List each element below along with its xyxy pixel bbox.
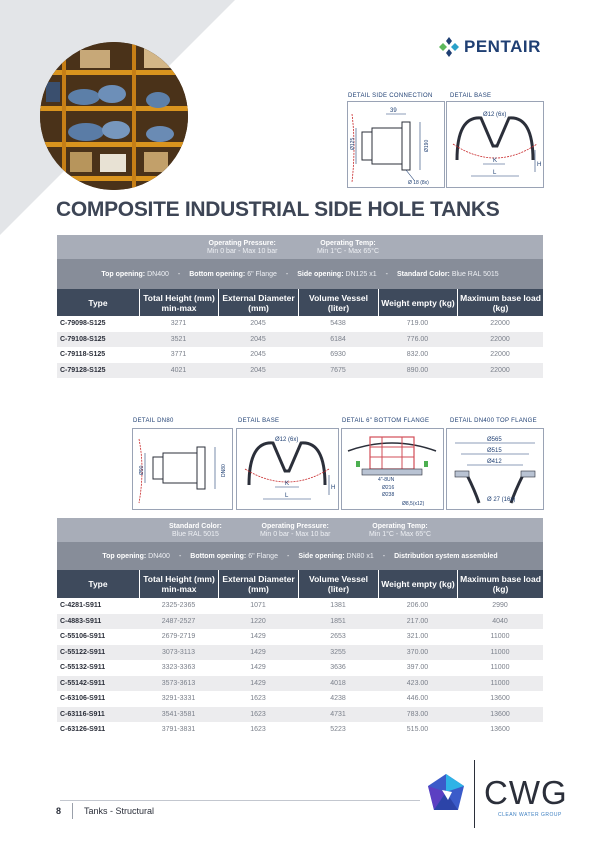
- value-cell: 22000: [490, 335, 510, 343]
- footer-separator: [72, 803, 73, 819]
- type-cell: C-63126-S911: [60, 726, 106, 734]
- detail-label: DETAIL 6" BOTTOM FLANGE: [342, 418, 430, 424]
- value-cell: 832.00: [406, 351, 429, 359]
- value-cell: 2045: [250, 335, 266, 343]
- table2-body: [57, 598, 543, 738]
- table-row: [57, 629, 543, 645]
- value-cell: 5223: [330, 726, 346, 734]
- col-header: Volume Vessel (liter): [298, 289, 378, 316]
- dim-dn80: DN80: [221, 464, 227, 477]
- page-title: COMPOSITE INDUSTRIAL SIDE HOLE TANKS: [56, 198, 500, 221]
- dim-d18: Ø 18 (8x): [408, 180, 429, 186]
- value-cell: 3073-3113: [162, 648, 195, 656]
- value-cell: 1429: [250, 648, 266, 656]
- type-cell: C-79118-S125: [60, 351, 106, 359]
- dim-39: 39: [390, 108, 397, 114]
- value-cell: 13600: [490, 710, 510, 718]
- value-cell: 22000: [490, 366, 510, 374]
- table1-header: [57, 289, 543, 316]
- value-cell: 6184: [330, 335, 346, 343]
- dim-h: H: [331, 485, 336, 491]
- value-cell: 783.00: [406, 710, 429, 718]
- type-cell: C-79108-S125: [60, 335, 106, 343]
- col-header: Type: [88, 579, 108, 589]
- dim-l: L: [285, 493, 289, 499]
- value-cell: 4018: [330, 679, 346, 687]
- value-cell: 3636: [330, 664, 346, 672]
- value-cell: 22000: [490, 351, 510, 359]
- table2-color: Standard Color: Blue RAL 5015: [169, 523, 222, 538]
- value-cell: 370.00: [406, 648, 429, 656]
- value-cell: 1851: [330, 617, 346, 625]
- value-cell: 2487-2527: [161, 617, 196, 625]
- value-cell: 3541-3581: [161, 710, 196, 718]
- value-cell: 206.00: [406, 602, 429, 610]
- value-cell: 7675: [330, 366, 346, 374]
- detail-label: DETAIL DN80: [133, 418, 174, 424]
- table2-conditions: [57, 518, 543, 542]
- dim-d125: Ø125: [350, 137, 356, 150]
- table-row: [57, 598, 543, 614]
- value-cell: 2679-2719: [161, 633, 196, 641]
- dim-d565: Ø565: [487, 437, 502, 443]
- value-cell: 2045: [250, 351, 266, 359]
- table-row: [57, 614, 543, 630]
- type-cell: C-55106-S911: [60, 633, 106, 641]
- value-cell: 446.00: [406, 695, 429, 703]
- dim-bun: 4"-8UN: [378, 477, 395, 483]
- value-cell: 423.00: [406, 679, 429, 687]
- value-cell: 3771: [170, 351, 187, 359]
- type-cell: C-55142-S911: [60, 679, 106, 687]
- cwg-subtitle: CLEAN WATER GROUP: [498, 812, 562, 818]
- detail-label: DETAIL BASE: [238, 418, 280, 424]
- value-cell: 13600: [490, 695, 510, 703]
- dim-l: L: [493, 170, 497, 176]
- value-cell: 1381: [330, 602, 346, 610]
- col-header: Total Height (mm) min-max: [139, 289, 218, 316]
- dim-d90: Ø90: [139, 465, 145, 475]
- value-cell: 2045: [250, 366, 266, 374]
- table-row: [57, 660, 543, 676]
- drawing-base-bottom: [236, 428, 339, 510]
- table1-body: [57, 316, 543, 378]
- footer-divider: [60, 800, 420, 801]
- value-cell: 397.00: [406, 664, 429, 672]
- type-cell: C-4281-S911: [60, 602, 102, 610]
- col-header: Weight empty (kg): [378, 570, 457, 598]
- table-row: [57, 645, 543, 661]
- value-cell: 1429: [250, 664, 266, 672]
- col-header: Volume Vessel (liter): [298, 570, 378, 598]
- value-cell: 3255: [330, 648, 346, 656]
- value-cell: 1429: [250, 679, 266, 687]
- type-cell: C-63106-S911: [60, 695, 106, 703]
- value-cell: 1623: [250, 726, 266, 734]
- value-cell: 3521: [170, 335, 187, 343]
- table-row: [57, 347, 543, 363]
- dim-d12: Ø12 (6x): [275, 437, 299, 443]
- table1-openings: Top opening: DN400 - Bottom opening: 6" Flange - Side opening: DN125 x1 - Standard Color: Blue RAL 5015: [57, 259, 543, 289]
- type-cell: C-79098-S125: [60, 320, 106, 328]
- value-cell: 1071: [250, 602, 266, 610]
- value-cell: 1429: [250, 633, 266, 641]
- type-cell: C-55122-S911: [60, 648, 106, 656]
- warehouse-photo: [40, 42, 188, 190]
- section-name: Tanks - Structural: [84, 806, 155, 816]
- pentair-mark-icon: [438, 36, 460, 58]
- table2-header: [57, 570, 543, 598]
- type-cell: C-79128-S125: [60, 366, 106, 374]
- value-cell: 6930: [330, 351, 346, 359]
- col-header: External Diameter (mm): [218, 570, 298, 598]
- table-row: [57, 691, 543, 707]
- col-header: Maximum base load (kg): [457, 570, 543, 598]
- dim-d412: Ø412: [487, 459, 502, 465]
- dim-d12: Ø12 (6x): [483, 112, 507, 118]
- drawing-side-connection: [347, 101, 445, 188]
- detail-label: DETAIL BASE: [450, 93, 492, 99]
- detail-label: DETAIL DN400 TOP FLANGE: [450, 418, 537, 424]
- value-cell: 2990: [492, 602, 508, 610]
- value-cell: 3323-3363: [161, 664, 196, 672]
- value-cell: 3291-3331: [161, 695, 196, 703]
- cwg-mark-icon: [424, 772, 468, 816]
- value-cell: 3791-3831: [161, 726, 196, 734]
- col-header: Maximum base load (kg): [457, 289, 543, 316]
- value-cell: 515.00: [406, 726, 429, 734]
- value-cell: 4040: [492, 617, 508, 625]
- value-cell: 2045: [250, 320, 266, 328]
- table1-temp: Operating Temp: Min 1°C - Max 65°C: [317, 240, 380, 255]
- table-row: [57, 676, 543, 692]
- value-cell: 776.00: [406, 335, 429, 343]
- col-header: Type: [88, 297, 108, 308]
- value-cell: 13600: [490, 726, 510, 734]
- col-header: External Diameter (mm): [218, 289, 298, 316]
- value-cell: 5438: [330, 320, 346, 328]
- pentair-wordmark: PENTAIR: [464, 37, 541, 56]
- value-cell: 4731: [330, 710, 346, 718]
- table-row: [57, 363, 543, 379]
- dim-d190: Ø190: [424, 139, 430, 152]
- type-cell: C-63116-S911: [60, 710, 105, 718]
- value-cell: 2325-2365: [161, 602, 196, 610]
- dim-d27: Ø 27 (16x): [487, 497, 516, 503]
- cwg-wordmark: CWG: [484, 774, 568, 811]
- table-row: [57, 722, 543, 738]
- value-cell: 321.00: [406, 633, 429, 641]
- dim-k: K: [285, 481, 290, 487]
- dim-k: K: [493, 158, 498, 164]
- value-cell: 1220: [250, 617, 266, 625]
- table2-openings: Top opening: DN400 - Bottom opening: 6" Flange - Side opening: DN80 x1 - Distribution system assembled: [57, 542, 543, 570]
- table-row: [57, 316, 543, 332]
- dim-h: H: [537, 162, 542, 168]
- dim-d515: Ø515: [487, 448, 502, 454]
- table-row: [57, 332, 543, 348]
- value-cell: 719.00: [406, 320, 429, 328]
- table1-pressure: Operating Pressure: Min 0 bar - Max 10 bar: [207, 240, 278, 255]
- drawing-base-top: [446, 101, 544, 188]
- value-cell: 3271: [170, 320, 187, 328]
- value-cell: 2653: [330, 633, 346, 641]
- value-cell: 22000: [490, 320, 510, 328]
- cwg-divider: [474, 760, 475, 828]
- type-cell: C-4883-S911: [60, 617, 102, 625]
- value-cell: 217.00: [406, 617, 429, 625]
- value-cell: 1623: [250, 695, 266, 703]
- col-header: Total Height (mm) min-max: [139, 570, 218, 598]
- table2-temp: Operating Temp: Min 1°C - Max 65°C: [369, 523, 432, 538]
- dim-d238: Ø238: [382, 492, 395, 498]
- value-cell: 890.00: [406, 366, 429, 374]
- value-cell: 11000: [490, 633, 510, 641]
- value-cell: 11000: [490, 679, 510, 687]
- drawing-bottom-flange: [341, 428, 444, 510]
- dim-d216: Ø216: [382, 485, 395, 491]
- value-cell: 11000: [490, 648, 510, 656]
- value-cell: 4238: [330, 695, 346, 703]
- page-number: 8: [56, 806, 62, 816]
- drawing-top-flange: [446, 428, 544, 510]
- dim-d85: Ø8,5(x12): [402, 501, 425, 507]
- table2-pressure: Operating Pressure: Min 0 bar - Max 10 bar: [260, 523, 331, 538]
- value-cell: 11000: [490, 664, 510, 672]
- value-cell: 3573-3613: [161, 679, 196, 687]
- col-header: Weight empty (kg): [378, 289, 457, 316]
- value-cell: 4021: [170, 366, 187, 374]
- value-cell: 1623: [250, 710, 266, 718]
- drawing-dn80: [132, 428, 233, 510]
- table1-conditions: [57, 235, 543, 259]
- detail-label: DETAIL SIDE CONNECTION: [348, 93, 433, 99]
- type-cell: C-55132-S911: [60, 664, 106, 672]
- table-row: [57, 707, 543, 723]
- pentair-logo: [438, 36, 541, 58]
